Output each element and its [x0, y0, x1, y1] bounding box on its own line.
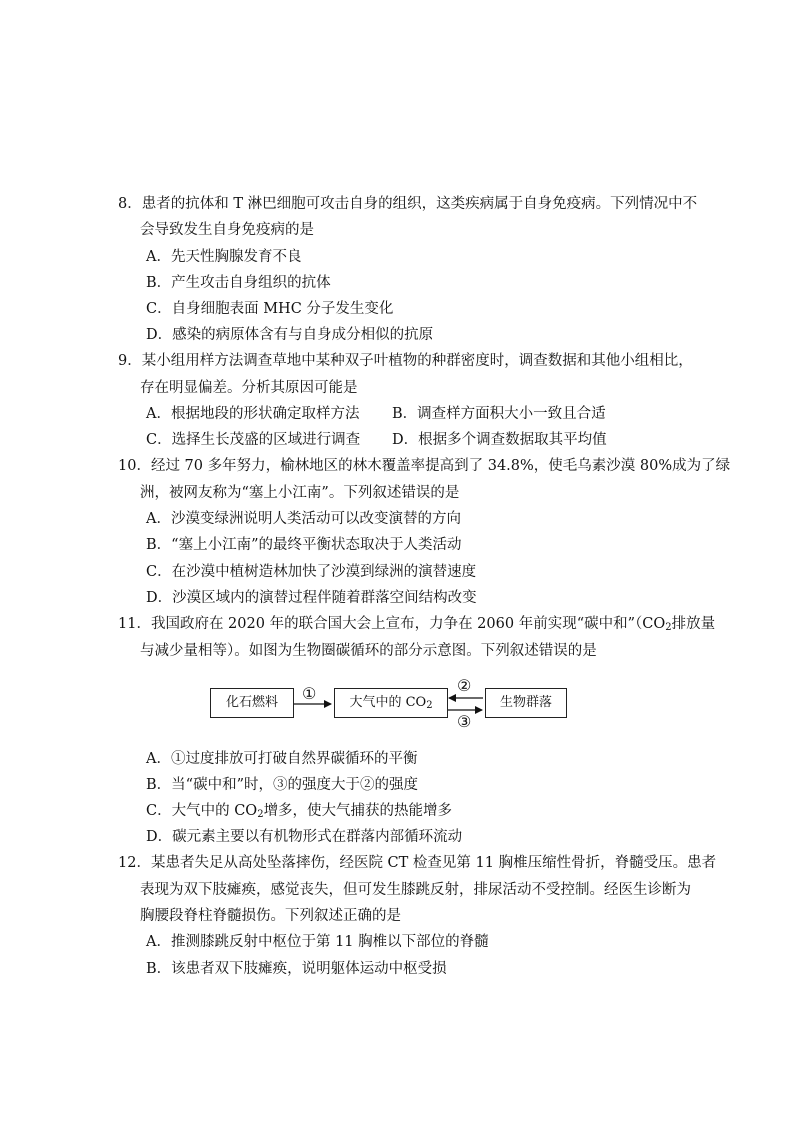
- q10-stem-line2: 洲，被网友称为“塞上小江南”。下列叙述错误的是: [140, 485, 460, 501]
- q9-option-a: A．根据地段的形状确定取样方法: [146, 406, 360, 422]
- q10-option-a: A．沙漠变绿洲说明人类活动可以改变演替的方向: [146, 511, 461, 527]
- q10-option-d: D．沙漠区域内的演替过程伴随着群落空间结构改变: [146, 590, 477, 606]
- box-atmospheric-co2-subscript: 2: [426, 700, 433, 711]
- q8-option-c: C．自身细胞表面 MHC 分子发生变化: [146, 301, 394, 317]
- q11-option-c: [146, 801, 452, 825]
- q12-stem-line2: 表现为双下肢瘫痪，感觉丧失，但可发生膝跳反射，排尿活动不受控制。经医生诊断为: [140, 882, 691, 898]
- q9-option-b: B．调查样方面积大小一致且合适: [392, 406, 606, 422]
- q11-stem-subscript: 2: [665, 622, 672, 633]
- q11-option-c-subscript: 2: [257, 809, 264, 820]
- q9-stem-line1: 9．某小组用样方法调查草地中某种双子叶植物的种群密度时，调查数据和其他小组相比，: [118, 353, 693, 369]
- q12-option-b: B．该患者双下肢瘫痪，说明躯体运动中枢受损: [146, 961, 447, 977]
- q12-option-a: A．推测膝跳反射中枢位于第 11 胸椎以下部位的脊髓: [146, 934, 489, 950]
- q8-option-d: D．感染的病原体含有与自身成分相似的抗原: [146, 327, 434, 343]
- label-circle-1: ①: [302, 684, 317, 703]
- q8-option-b: B．产生攻击自身组织的抗体: [146, 275, 331, 291]
- q8-stem-line1: 8．患者的抗体和 T 淋巴细胞可攻击自身的组织，这类疾病属于自身免疫病。下列情况中不: [118, 196, 698, 212]
- carbon-cycle-diagram: [190, 672, 590, 734]
- box-biological-community: 生物群落: [485, 688, 567, 718]
- q9-option-d: D．根据多个调查数据取其平均值: [392, 432, 607, 448]
- q8-stem-line2: 会导致发生自身免疫病的是: [140, 222, 314, 238]
- q12-stem-line3: 胸腰段脊柱脊髓损伤。下列叙述正确的是: [140, 908, 401, 924]
- label-circle-3: ③: [457, 712, 472, 731]
- q11-stem-line1-tail: 排放量: [671, 616, 716, 632]
- box-atmospheric-co2-text: 大气中的 CO: [349, 695, 427, 710]
- q11-stem-line1-text: 11．我国政府在 2020 年的联合国大会上宣布，力争在 2060 年前实现“碳中和”（CO: [118, 616, 666, 632]
- q11-option-d: D．碳元素主要以有机物形式在群落内部循环流动: [146, 829, 463, 845]
- q10-option-c: C．在沙漠中植树造林加快了沙漠到绿洲的演替速度: [146, 564, 477, 580]
- q10-stem-line1: 10．经过 70 多年努力，榆林地区的林木覆盖率提高到了 34.8%，使毛乌素沙漠 80%成为了绿: [118, 458, 731, 474]
- q8-option-a: A．先天性胸腺发育不良: [146, 249, 302, 265]
- q10-option-b: B．“塞上小江南”的最终平衡状态取决于人类活动: [146, 537, 462, 553]
- q9-stem-line2: 存在明显偏差。分析其原因可能是: [140, 380, 358, 396]
- label-circle-2: ②: [457, 676, 472, 695]
- q11-option-c-text: C．大气中的 CO: [146, 803, 258, 819]
- q11-option-c-tail: 增多，使大气捕获的热能增多: [263, 803, 453, 819]
- q11-option-a: A．①过度排放可打破自然界碳循环的平衡: [146, 751, 418, 767]
- q11-stem-line2: 与减少量相等）。如图为生物圈碳循环的部分示意图。下列叙述错误的是: [140, 643, 597, 659]
- q9-option-c: C．选择生长茂盛的区域进行调查: [146, 432, 361, 448]
- q12-stem-line1: 12．某患者失足从高处坠落摔伤，经医院 CT 检查见第 11 胸椎压缩性骨折，脊髓受压。患者: [118, 855, 717, 871]
- box-fossil-fuel: 化石燃料: [210, 688, 294, 718]
- box-atmospheric-co2: [334, 688, 448, 718]
- q11-option-b: B．当“碳中和”时，③的强度大于②的强度: [146, 777, 418, 793]
- q11-stem-line1: [118, 614, 715, 638]
